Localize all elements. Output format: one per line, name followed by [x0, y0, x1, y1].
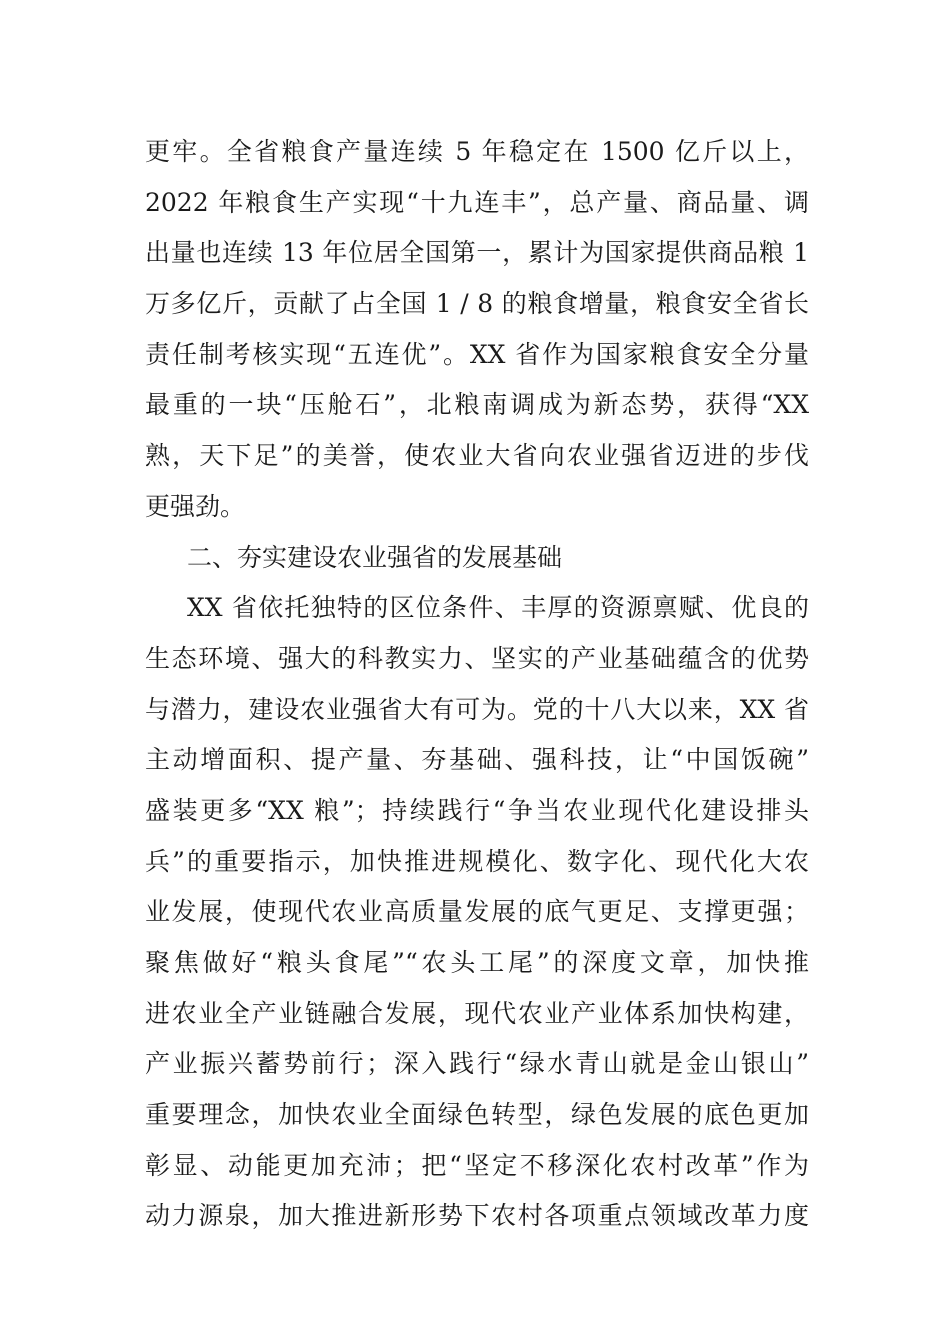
text-line: 责任制考核实现“五连优”。XX 省作为国家粮食安全分量	[145, 339, 809, 369]
text-line: 生态环境、强大的科教实力、坚实的产业基础蕴含的优势	[145, 643, 809, 673]
text-line: 彰显、动能更加充沛；把“坚定不移深化农村改革”作为	[145, 1150, 809, 1180]
text-line: 产业振兴蓄势前行；深入践行“绿水青山就是金山银山”	[145, 1049, 809, 1079]
text-line: 聚焦做好“粮头食尾”“农头工尾”的深度文章，加快推	[145, 948, 809, 977]
text-line: 更强劲。	[145, 491, 246, 521]
text-line: 2022 年粮食生产实现“十九连丰”，总产量、商品量、调	[145, 187, 809, 217]
document-body	[145, 127, 809, 1242]
text-line: 熟，天下足”的美誉，使农业大省向农业强省迈进的步伐	[145, 441, 809, 471]
text-line: 与潜力，建设农业强省大有可为。党的十八大以来，XX 省	[145, 694, 809, 724]
text-line: 重要理念，加快农业全面绿色转型，绿色发展的底色更加	[145, 1100, 809, 1130]
text-line: 进农业全产业链融合发展，现代农业产业体系加快构建，	[145, 998, 809, 1028]
paragraph-grain-output	[145, 127, 809, 533]
text-line: XX 省依托独特的区位条件、丰厚的资源禀赋、优良的	[187, 593, 809, 623]
paragraph-development-foundation	[145, 583, 809, 1242]
text-line: 动力源泉，加大推进新形势下农村各项重点领域改革力度	[145, 1201, 809, 1231]
text-line: 主动增面积、提产量、夯基础、强科技，让“中国饭碗”	[145, 745, 809, 775]
text-line: 盛装更多“XX 粮”；持续践行“争当农业现代化建设排头	[145, 795, 809, 825]
text-line: 更牢。全省粮食产量连续 5 年稳定在 1500 亿斤以上，	[145, 137, 809, 166]
section-heading	[145, 533, 809, 584]
text-line: 万多亿斤，贡献了占全国 1 / 8 的粮食增量，粮食安全省长	[145, 289, 809, 319]
heading-text: 二、夯实建设农业强省的发展基础	[187, 542, 563, 572]
text-line: 最重的一块“压舱石”，北粮南调成为新态势，获得“XX	[145, 390, 809, 420]
text-line: 业发展，使现代农业高质量发展的底气更足、支撑更强；	[145, 897, 809, 927]
text-line: 兵”的重要指示，加快推进规模化、数字化、现代化大农	[145, 846, 809, 876]
text-line: 出量也连续 13 年位居全国第一，累计为国家提供商品粮 1	[145, 238, 809, 268]
